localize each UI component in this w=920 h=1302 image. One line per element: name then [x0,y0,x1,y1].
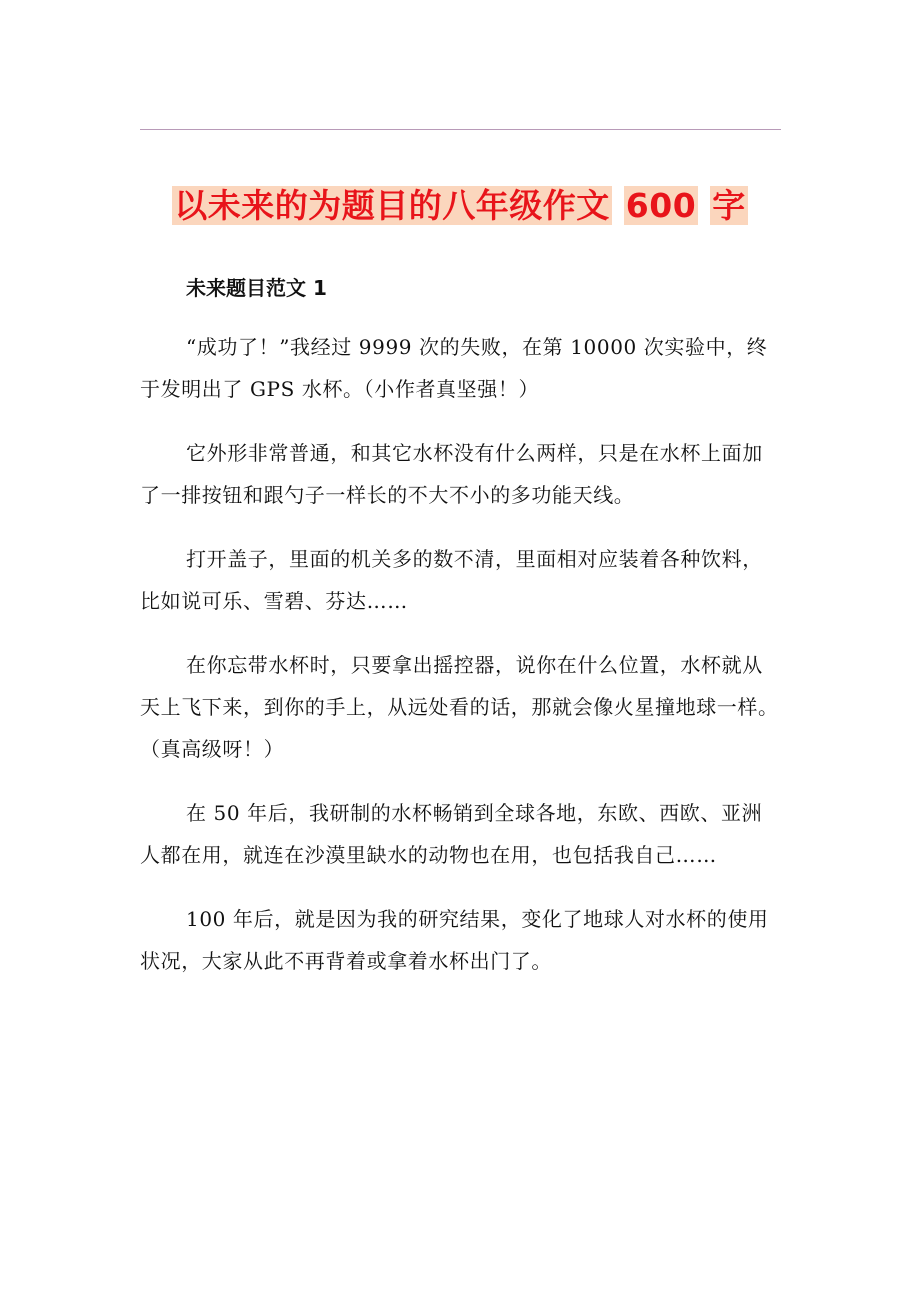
article-body [140,270,782,1004]
paragraph-3: 打开盖子，里面的机关多的数不清，里面相对应装着各种饮料，比如说可乐、雪碧、芬达…… [140,547,763,613]
title-number: 600 [625,186,697,226]
page-title [0,182,920,230]
title-suffix: 字 [712,186,746,226]
paragraph-4: 在你忘带水杯时，只要拿出摇控器，说你在什么位置，水杯就从天上飞下来，到你的手上，从远处看的话，那就会像火星撞地球一样。（真高级呀！） [140,653,779,761]
section-heading: 未来题目范文 1 [186,276,327,300]
paragraph-5: 在 50 年后，我研制的水杯畅销到全球各地，东欧、西欧、亚洲人都在用，就连在沙漠里缺水的动物也在用，也包括我自己…… [140,801,763,867]
paragraph-1: “成功了！”我经过 9999 次的失败，在第 10000 次实验中，终于发明出了 GPS 水杯。（小作者真坚强！） [140,335,768,401]
header-divider [140,129,781,130]
paragraph-6: 100 年后，就是因为我的研究结果，变化了地球人对水杯的使用状况，大家从此不再背着或拿着水杯出门了。 [140,907,769,973]
paragraph-2: 它外形非常普通，和其它水杯没有什么两样，只是在水杯上面加了一排按钮和跟勺子一样长的不大不小的多功能天线。 [140,441,763,507]
title-text: 以未来的为题目的八年级作文 [174,186,610,226]
